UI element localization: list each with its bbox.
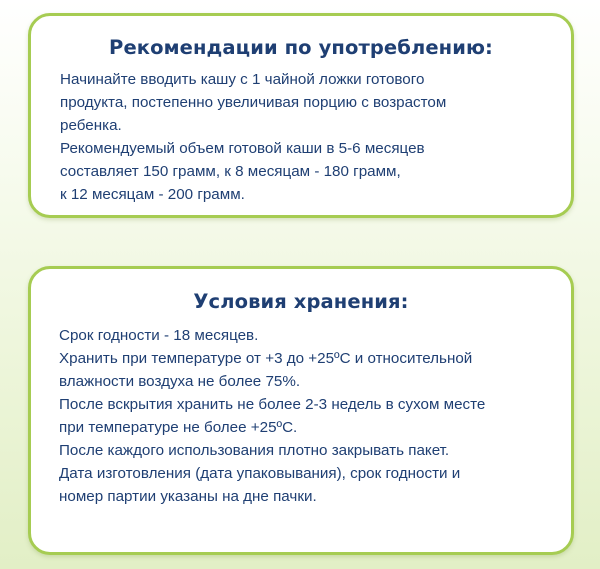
- storage-line: После вскрытия хранить не более 2-3 недель в сухом месте: [59, 396, 486, 413]
- storage-line: номер партии указаны на дне пачки.: [59, 488, 317, 505]
- storage-line: Срок годности - 18 месяцев.: [59, 327, 259, 344]
- usage-title: Рекомендации по употреблению:: [109, 36, 493, 59]
- storage-line: при температуре не более +25ºС.: [59, 419, 298, 436]
- storage-line: Хранить при температуре от +3 до +25ºС и относительной: [59, 350, 473, 367]
- usage-line: составляет 150 грамм, к 8 месяцам - 180 грамм,: [60, 163, 401, 180]
- usage-text: [31, 61, 571, 206]
- storage-line: После каждого использования плотно закрывать пакет.: [59, 442, 450, 459]
- usage-line: Рекомендуемый объем готовой каши в 5-6 месяцев: [60, 140, 425, 157]
- storage-title: Условия хранения:: [193, 290, 409, 313]
- usage-line: к 12 месяцам - 200 грамм.: [60, 186, 245, 203]
- storage-text: [31, 315, 571, 508]
- usage-line: Начинайте вводить кашу с 1 чайной ложки готового: [60, 71, 425, 88]
- storage-conditions-card: [28, 266, 574, 555]
- storage-line: влажности воздуха не более 75%.: [59, 373, 301, 390]
- usage-line: ребенка.: [60, 117, 122, 134]
- usage-line: продукта, постепенно увеличивая порцию с возрастом: [60, 94, 447, 111]
- usage-recommendations-card: [28, 13, 574, 218]
- storage-line: Дата изготовления (дата упаковывания), срок годности и: [59, 465, 461, 482]
